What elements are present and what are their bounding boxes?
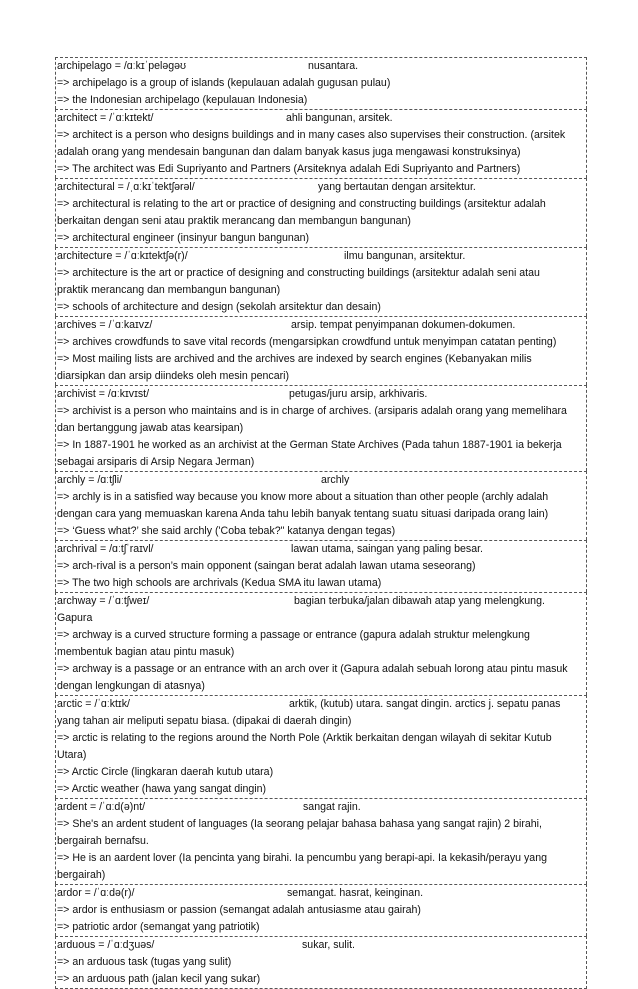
entry-translation: arktik, (kutub) utara. sangat dingin. arctics j. sepatu panas bbox=[289, 698, 561, 710]
entry-text-line: => The two high schools are archrivals (Kedua SMA itu lawan utama) bbox=[57, 577, 382, 589]
entry-translation: nusantara. bbox=[308, 60, 359, 72]
entry-header-line bbox=[56, 799, 586, 816]
entry-text-line: praktik merancang dan membangun bangunan) bbox=[57, 284, 281, 296]
entry-text-line: dan bertanggung jawab atas kearsipan) bbox=[57, 422, 244, 434]
entry-text-line: bergairah bernafsu. bbox=[57, 835, 149, 847]
entry-text-line: adalah orang yang mendesain bangunan dan dalam banyak kasus juga mengawasi konstruksinya) bbox=[57, 146, 521, 158]
dictionary-entry bbox=[55, 798, 587, 884]
entry-translation: archly bbox=[321, 474, 350, 486]
headword-pronunciation: ardor = /ˈɑːdə(r)/ bbox=[57, 887, 135, 899]
headword-pronunciation: archives = /ˈɑːkaɪvz/ bbox=[57, 319, 153, 331]
entry-text-line: bergairah) bbox=[57, 869, 106, 881]
entry-translation: sukar, sulit. bbox=[302, 939, 355, 951]
entry-header-line bbox=[56, 110, 586, 127]
dictionary-entry bbox=[55, 695, 587, 798]
entry-text-line: => Arctic Circle (lingkaran daerah kutub utara) bbox=[57, 766, 274, 778]
entry-text-line: Utara) bbox=[57, 749, 87, 761]
entry-text-line: => ardor is enthusiasm or passion (semangat adalah antusiasme atau gairah) bbox=[57, 904, 421, 916]
entry-translation: ilmu bangunan, arsitektur. bbox=[344, 250, 466, 262]
entry-text-line: => archipelago is a group of islands (kepulauan adalah gugusan pulau) bbox=[57, 77, 391, 89]
dictionary-entry bbox=[55, 178, 587, 247]
entry-text-line: membentuk bagian atau pintu masuk) bbox=[57, 646, 235, 658]
entry-header-line bbox=[56, 386, 586, 403]
entry-translation: petugas/juru arsip, arkhivaris. bbox=[289, 388, 428, 400]
entry-text-line: => ‘Guess what?’ she said archly ('Coba tebak?" katanya dengan tegas) bbox=[57, 525, 396, 537]
headword-pronunciation: archly = /ɑːtʃli/ bbox=[57, 474, 123, 486]
headword-pronunciation: arduous = /ˈɑːdʒuəs/ bbox=[57, 939, 155, 951]
headword-pronunciation: archway = /ˈɑːtʃweɪ/ bbox=[57, 595, 150, 607]
entry-text-line: => architecture is the art or practice of designing and constructing buildings (arsitektur adalah seni atau bbox=[57, 267, 540, 279]
headword-pronunciation: archivist = /ɑːkɪvɪst/ bbox=[57, 388, 150, 400]
entry-text-line: => an arduous path (jalan kecil yang sukar) bbox=[57, 973, 261, 985]
entry-header-line bbox=[56, 179, 586, 196]
dictionary-entry bbox=[55, 936, 587, 989]
dictionary-entry bbox=[55, 316, 587, 385]
entry-text-line: => an arduous task (tugas yang sulit) bbox=[57, 956, 232, 968]
entry-text-line: sebagai arsiparis di Arsip Negara Jerman) bbox=[57, 456, 255, 468]
entry-text-line: => patriotic ardor (semangat yang patriotik) bbox=[57, 921, 260, 933]
entry-text-line: => The architect was Edi Supriyanto and Partners (Arsiteknya adalah Edi Supriyanto and Partners) bbox=[57, 163, 521, 175]
headword-pronunciation: arctic = /ˈɑːktɪk/ bbox=[57, 698, 130, 710]
entry-text-line: => archway is a passage or an entrance with an arch over it (Gapura adalah sebuah lorong atau pintu masuk bbox=[57, 663, 568, 675]
entry-translation: bagian terbuka/jalan dibawah atap yang melengkung. bbox=[294, 595, 545, 607]
entry-text-line: => archives crowdfunds to save vital records (mengarsipkan crowdfund untuk menyimpan catatan penting) bbox=[57, 336, 557, 348]
dictionary-entry bbox=[55, 57, 587, 109]
dictionary-entry bbox=[55, 385, 587, 471]
entry-translation: sangat rajin. bbox=[303, 801, 361, 813]
entry-header-line bbox=[56, 937, 586, 954]
entry-text-line: => architectural is relating to the art or practice of designing and constructing buildings (arsitektur adalah bbox=[57, 198, 546, 210]
entry-header-line bbox=[56, 541, 586, 558]
entry-translation: semangat. hasrat, keinginan. bbox=[287, 887, 424, 899]
entry-header-line bbox=[56, 696, 586, 713]
dictionary-sheet bbox=[55, 57, 587, 989]
entry-text-line: berkaitan dengan seni atau praktik merancang dan membangun bangunan) bbox=[57, 215, 411, 227]
headword-pronunciation: archrival = /ɑːtʃˈraɪvl/ bbox=[57, 543, 154, 555]
entry-translation: ahli bangunan, arsitek. bbox=[286, 112, 393, 124]
entry-text-line: dengan lengkungan di atasnya) bbox=[57, 680, 205, 692]
entry-text-line: => archway is a curved structure forming a passage or entrance (gapura adalah struktur melengkung bbox=[57, 629, 530, 641]
dictionary-entry bbox=[55, 884, 587, 936]
entry-header-line bbox=[56, 317, 586, 334]
entry-translation: arsip. tempat penyimpanan dokumen-dokumen. bbox=[291, 319, 516, 331]
entry-translation: lawan utama, saingan yang paling besar. bbox=[291, 543, 483, 555]
dictionary-entry bbox=[55, 592, 587, 695]
entry-text-line: => She's an ardent student of languages (Ia seorang pelajar bahasa bahasa yang sangat rajin) 2 birahi, bbox=[57, 818, 542, 830]
entry-header-line bbox=[56, 248, 586, 265]
headword-pronunciation: architectural = /ˌɑːkɪˈtektʃərəl/ bbox=[57, 181, 195, 193]
entry-text-line: => schools of architecture and design (sekolah arsitektur dan desain) bbox=[57, 301, 381, 313]
entry-header-line bbox=[56, 593, 586, 610]
dictionary-entry bbox=[55, 247, 587, 316]
entry-text-line: Gapura bbox=[57, 612, 93, 624]
entry-text-line: diarsipkan dan arsip diindeks oleh mesin pencari) bbox=[57, 370, 290, 382]
dictionary-entry bbox=[55, 540, 587, 592]
dictionary-entry bbox=[55, 471, 587, 540]
entry-text-line: => Arctic weather (hawa yang sangat dingin) bbox=[57, 783, 267, 795]
entry-text-line: => the Indonesian archipelago (kepulauan Indonesia) bbox=[57, 94, 308, 106]
entry-text-line: => architect is a person who designs buildings and in many cases also supervises their construction. (arsitek bbox=[57, 129, 566, 141]
entry-text-line: yang tahan air meliputi sepatu biasa. (dipakai di daerah dingin) bbox=[57, 715, 352, 727]
entry-text-line: => arch-rival is a person’s main opponent (saingan berat adalah lawan utama seseorang) bbox=[57, 560, 476, 572]
headword-pronunciation: ardent = /ˈɑːd(ə)nt/ bbox=[57, 801, 146, 813]
entry-text-line: => Most mailing lists are archived and the archives are indexed by search engines (Kebanyakan milis bbox=[57, 353, 532, 365]
entry-header-line bbox=[56, 58, 586, 75]
headword-pronunciation: architecture = /ˈɑːkɪtektʃə(r)/ bbox=[57, 250, 188, 262]
entry-header-line bbox=[56, 472, 586, 489]
dictionary-entry bbox=[55, 109, 587, 178]
entry-text-line: => archly is in a satisfied way because you know more about a situation than other people (archly adalah bbox=[57, 491, 549, 503]
headword-pronunciation: architect = /ˈɑːkɪtekt/ bbox=[57, 112, 154, 124]
entry-text-line: => He is an aardent lover (Ia pencinta yang birahi. Ia pencumbu yang berapi-api. Ia kekasih/perayu yang bbox=[57, 852, 547, 864]
entry-text-line: => In 1887-1901 he worked as an archivist at the German State Archives (Pada tahun 1887-1901 ia bekerja bbox=[57, 439, 562, 451]
entry-text-line: => archivist is a person who maintains and is in charge of archives. (arsiparis adalah orang yang memelihara bbox=[57, 405, 567, 417]
headword-pronunciation: archipelago = /ɑːkɪˈpeləgəʊ bbox=[57, 60, 187, 72]
entry-header-line bbox=[56, 885, 586, 902]
entry-translation: yang bertautan dengan arsitektur. bbox=[318, 181, 476, 193]
entry-text-line: => architectural engineer (insinyur bangun bangunan) bbox=[57, 232, 310, 244]
entry-text-line: => arctic is relating to the regions around the North Pole (Arktik berkaitan dengan wilayah di sekitar Kutub bbox=[57, 732, 552, 744]
entry-text-line: dengan cara yang memuaskan karena Anda tahu lebih banyak tentang suatu situasi daripada orang lain) bbox=[57, 508, 549, 520]
